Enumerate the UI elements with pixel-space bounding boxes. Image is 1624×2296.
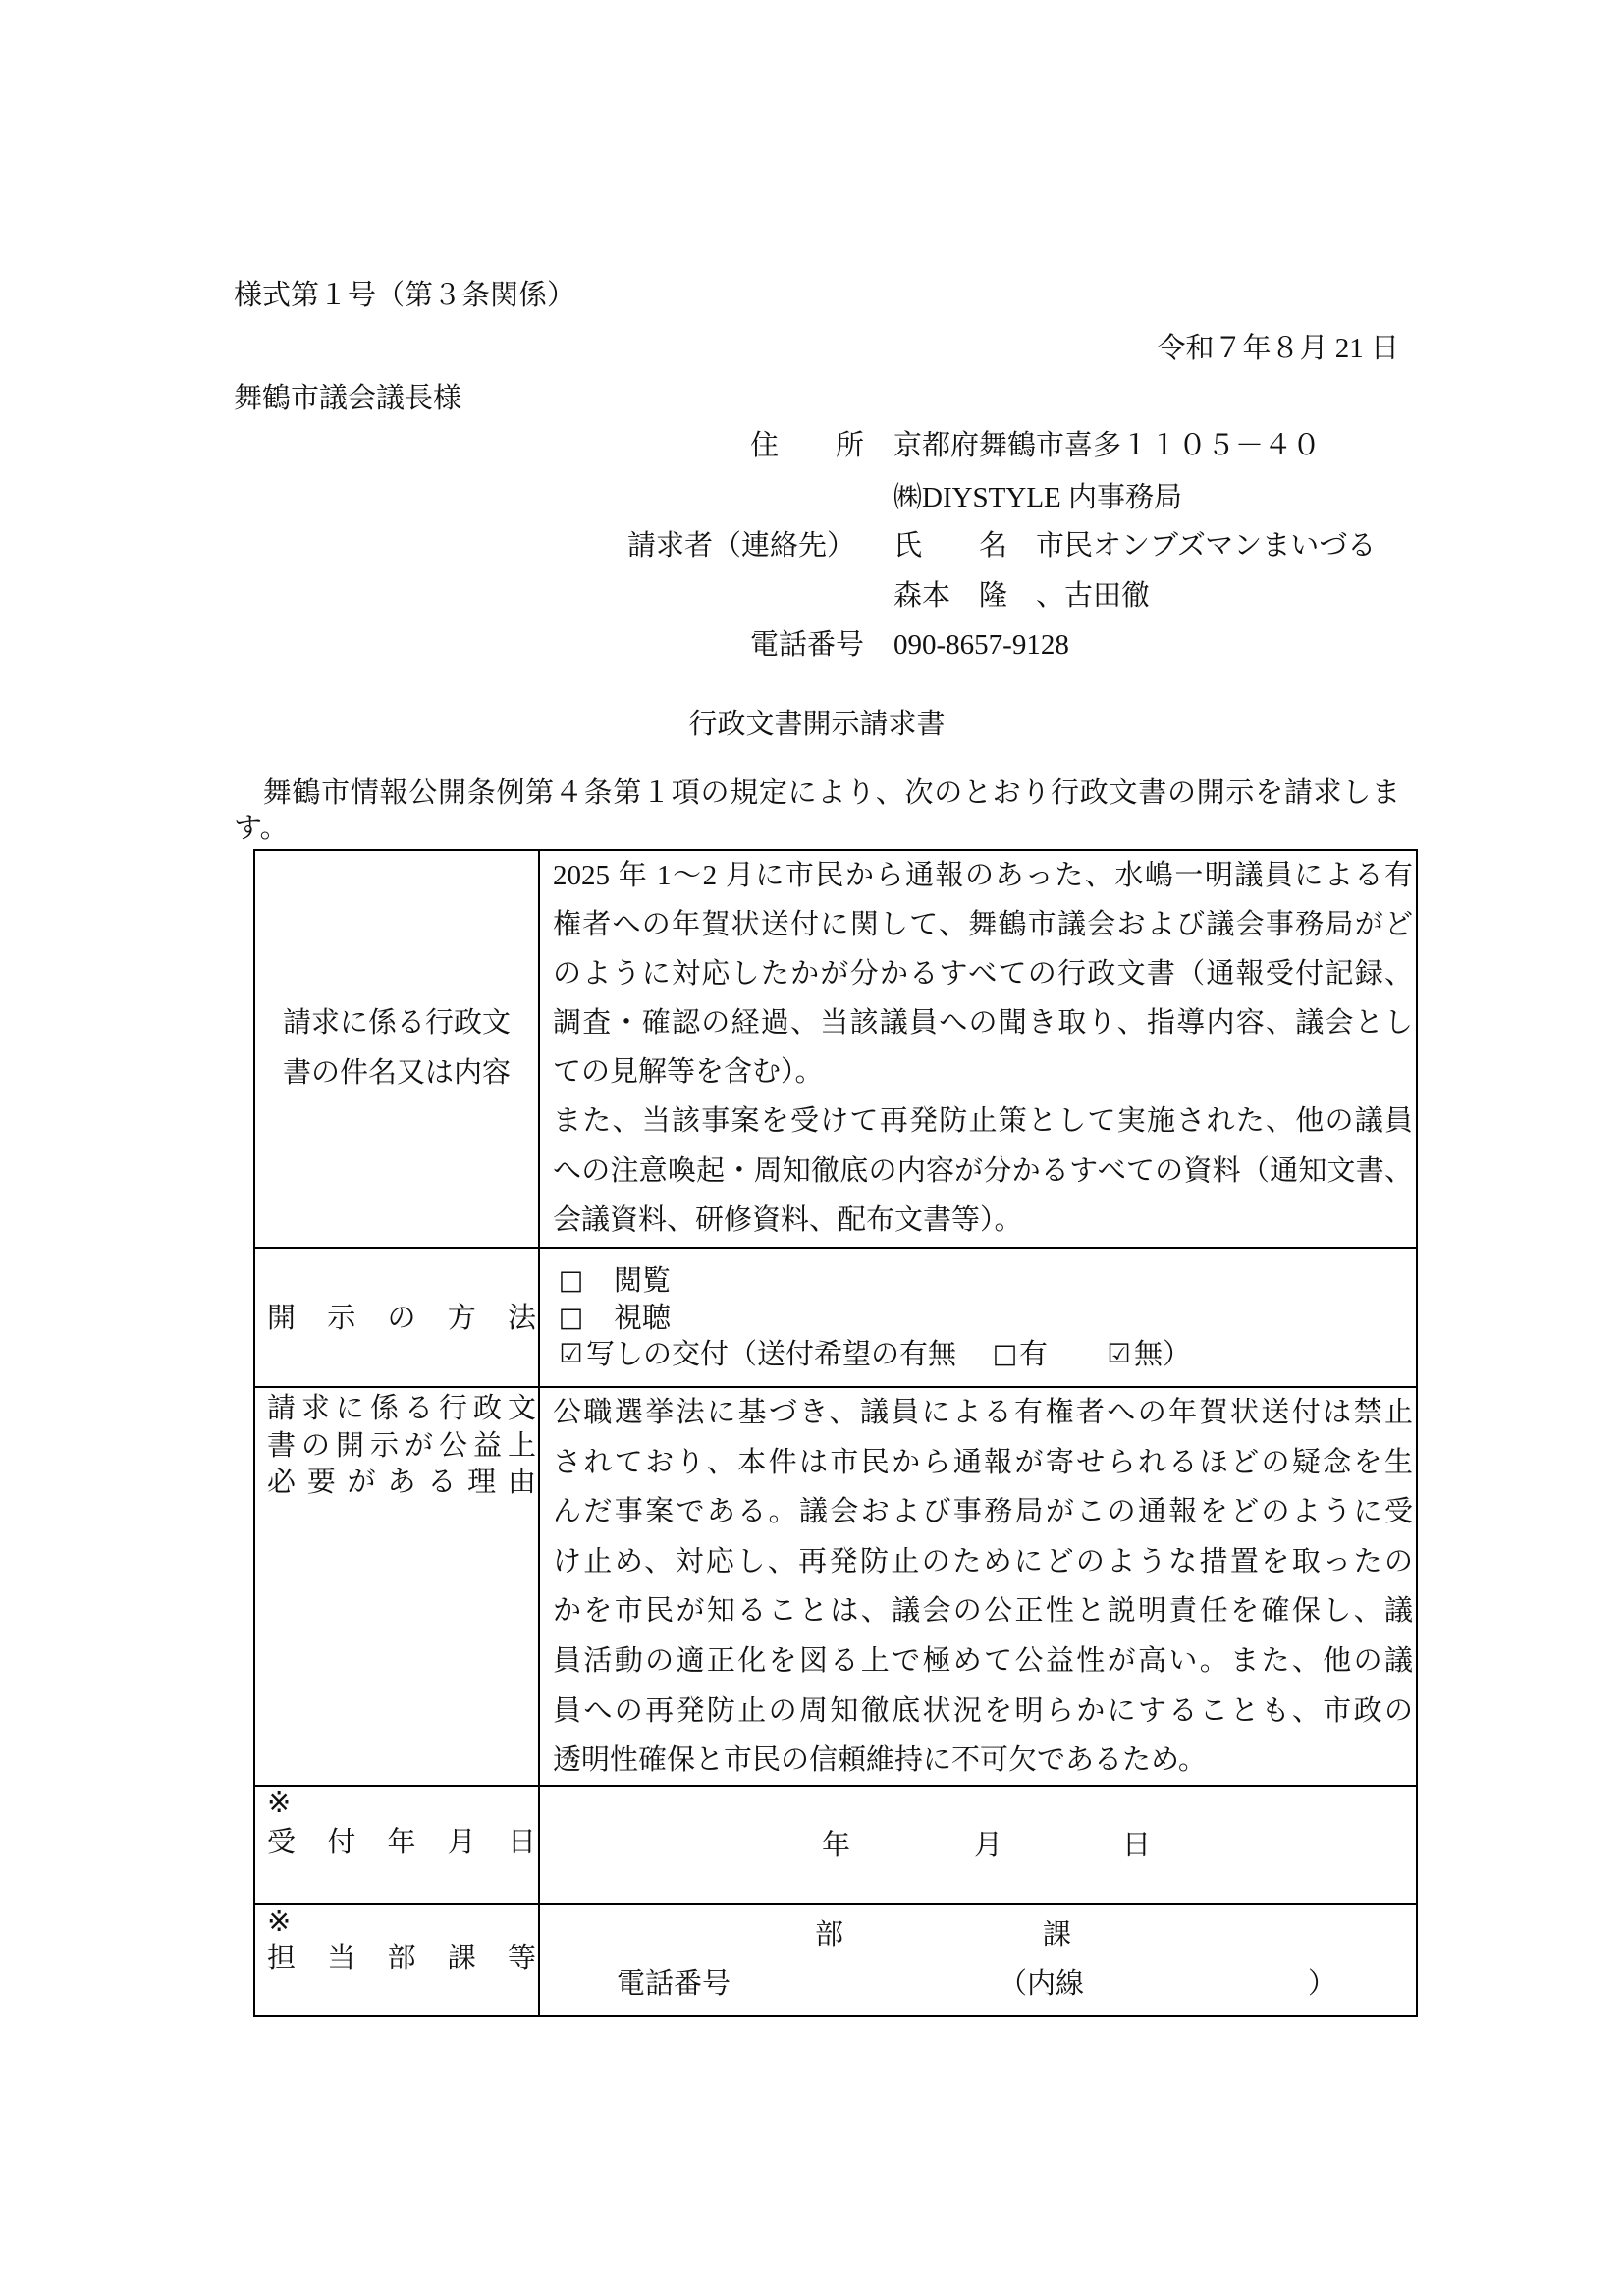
- receipt-year-unit: 年: [822, 1830, 851, 1861]
- name-value: 市民オンブズマンまいづる: [1036, 530, 1377, 561]
- reason-line: 透明性確保と市民の信頼維持に不可欠であるため。: [553, 1744, 1207, 1777]
- subject-content: [553, 851, 1413, 1245]
- department-label: 担 当 部 課 等: [267, 1943, 536, 1974]
- subject-label: [254, 998, 539, 1098]
- subject-line: への注意喚起・周知徹底の内容が分かるすべての資料（通知文書、: [553, 1154, 1413, 1187]
- subject-paragraph: [553, 851, 1413, 1096]
- subject-line: 権者への年賀状送付に関して、舞鶴市議会および議会事務局がど: [553, 909, 1413, 941]
- checkbox-icon: □: [558, 1303, 584, 1333]
- extension-closing-paren: ）: [1308, 1968, 1337, 2000]
- section-unit: 課: [1043, 1919, 1072, 1950]
- checked-checkbox-icon: ☑: [1107, 1339, 1131, 1369]
- office-use-mark: ※: [267, 1788, 292, 1819]
- office-use-mark: ※: [267, 1906, 292, 1938]
- reason-line: け止め、対応し、再発防止のためにどのような措置を取ったの: [553, 1545, 1413, 1577]
- receipt-day-unit: 日: [1122, 1830, 1152, 1861]
- representatives: 森本 隆 、古田徹: [893, 580, 1151, 612]
- option-copy: 写しの交付（送付希望の有無: [586, 1339, 957, 1370]
- address-care-of: ㈱DIYSTYLE 内事務局: [893, 482, 1183, 513]
- reason-label: [267, 1391, 536, 1502]
- reason-line: んだ事案である。議会および事務局がこの通報をどのように受: [553, 1496, 1413, 1528]
- department-unit: 部: [815, 1919, 844, 1950]
- subject-line: ての見解等を含む）。: [553, 1056, 824, 1089]
- address-value: 京都府舞鶴市喜多１１０５－４０: [893, 430, 1322, 461]
- reason-label-line: 必要がある理由: [267, 1467, 536, 1499]
- table-row-divider: [253, 1903, 1418, 1905]
- department-phone-label: 電話番号: [617, 1968, 731, 2000]
- reason-line: されており、本件は市民から通報が寄せられるほどの疑念を生: [553, 1446, 1413, 1478]
- checked-checkbox-icon: ☑: [559, 1339, 583, 1369]
- receipt-month-unit: 月: [974, 1830, 1003, 1861]
- subject-line: 調査・確認の経過、当該議員への聞き取り、指導内容、議会とし: [553, 1007, 1413, 1040]
- table-row-divider: [253, 1247, 1418, 1249]
- requester-role-label: 請求者（連絡先）: [627, 530, 856, 561]
- subject-line: 2025 年 1～2 月に市民から通報のあった、水嶋一明議員による有: [553, 860, 1413, 891]
- subject-line: のように対応したかが分かるすべての行政文書（通報受付記録、: [553, 958, 1413, 990]
- reason-label-line: 請求に係る行政文: [267, 1393, 536, 1424]
- subject-paragraph: [553, 1096, 1413, 1244]
- intro-line: 舞鶴市情報公開条例第４条第１項の規定により、次のとおり行政文書の開示を請求しま: [234, 777, 1400, 809]
- reason-content: [553, 1388, 1413, 1786]
- closing-paren: ）: [1163, 1339, 1192, 1370]
- phone-label: 電話番号: [750, 629, 865, 661]
- phone-value: 090-8657-9128: [893, 629, 1069, 661]
- delivery-no-label: 無: [1134, 1339, 1164, 1370]
- reason-line: 員活動の適正化を図る上で極めて公益性が高い。また、他の議: [553, 1644, 1413, 1677]
- submission-date: 令和７年８月 21 日: [1157, 333, 1399, 364]
- address-label: 住 所: [750, 430, 865, 461]
- subject-line: また、当該事案を受けて再発防止策として実施された、他の議員: [553, 1105, 1413, 1138]
- reason-line: 公職選挙法に基づき、議員による有権者への年賀状送付は禁止: [553, 1397, 1413, 1428]
- subject-line: 会議資料、研修資料、配布文書等）。: [553, 1203, 1023, 1236]
- checkbox-icon: □: [992, 1339, 1018, 1369]
- method-label: 開 示 の 方 法: [267, 1303, 536, 1334]
- subject-label-line: 請求に係る行政文: [282, 1007, 511, 1039]
- subject-label-line: 書の件名又は内容: [282, 1057, 511, 1089]
- addressee: 舞鶴市議会議長様: [234, 383, 462, 414]
- receipt-date-label: 受 付 年 月 日: [267, 1827, 536, 1858]
- extension-label: （内線: [999, 1968, 1085, 2000]
- form-number: 様式第１号（第３条関係）: [234, 280, 576, 311]
- checkbox-icon: □: [558, 1265, 584, 1296]
- option-listening: 視聴: [614, 1303, 672, 1334]
- reason-label-line: 書の開示が公益上: [267, 1429, 536, 1462]
- name-label: 氏 名: [893, 530, 1008, 561]
- delivery-yes-label: 有: [1019, 1339, 1049, 1370]
- intro-line: す。: [234, 813, 289, 844]
- reason-line: 員への再発防止の周知徹底状況を明らかにすることも、市政の: [553, 1694, 1413, 1727]
- option-viewing: 閲覧: [614, 1265, 672, 1297]
- reason-line: かを市民が知ることは、議会の公正性と説明責任を確保し、議: [553, 1595, 1413, 1628]
- document-title: 行政文書開示請求書: [688, 709, 946, 740]
